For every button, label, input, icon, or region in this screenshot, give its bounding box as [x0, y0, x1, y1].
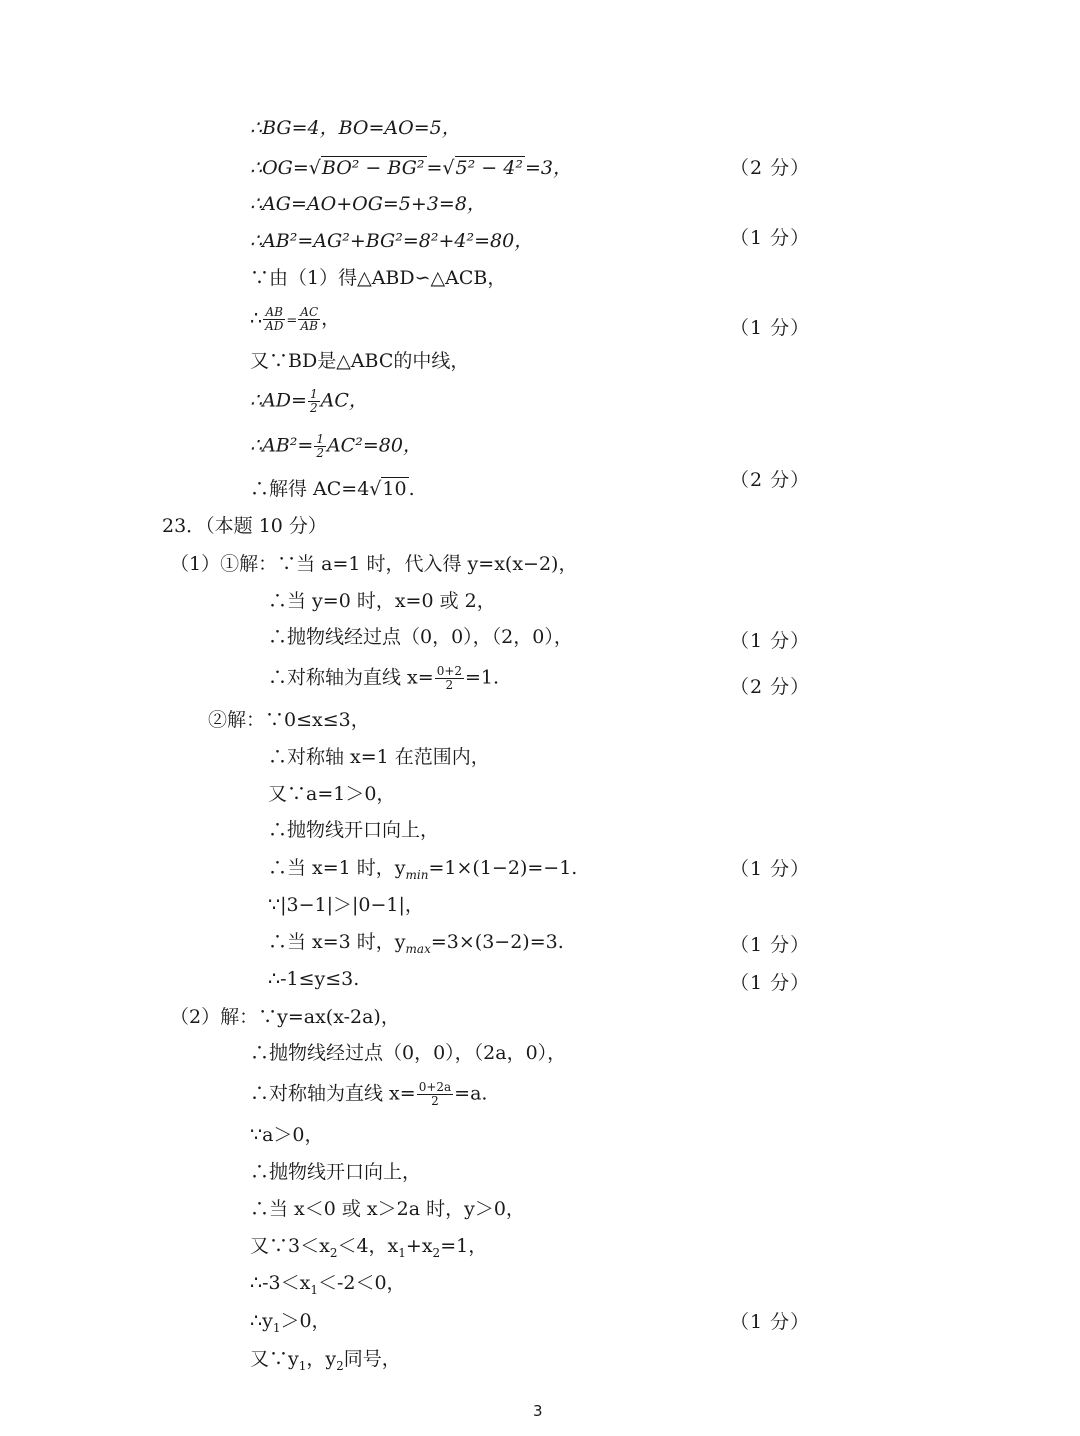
q23-part1-sub2-line2: ∴对称轴 x=1 在范围内， — [268, 746, 490, 768]
q23-part2-line3: ∴对称轴为直线 x= $\frac{0+2a}{2}$ =a. — [250, 1080, 488, 1108]
step-median: 又∵BD是△ABC的中线， — [250, 350, 470, 372]
score-label: （1 分） — [730, 972, 811, 994]
q23-part2-line4: ∵a＞0， — [250, 1124, 324, 1146]
score-label: （1 分） — [730, 630, 811, 652]
step-ag: ∴AG=AO+OG=5+3=8， — [250, 193, 486, 215]
q23-part1-sub2-line6: ∵|3−1|＞|0−1|， — [268, 894, 424, 916]
score-label: （1 分） — [730, 934, 811, 956]
step-ab-ac: ∴AB²= $\frac{1}{2}$ AC²=80， — [250, 432, 422, 460]
step-og: ∴OG=√BO² − BG² =√5² − 4² =3， — [250, 157, 572, 179]
step-bg-bo: ∴BG=4，BO=AO=5， — [250, 117, 461, 139]
question-23-heading: 23．（本题 10 分） — [162, 515, 327, 537]
step-ratio: ∴ $\frac{AB}{AD}$ = $\frac{AC}{AB}$ ， — [250, 305, 341, 333]
score-label: （1 分） — [730, 317, 811, 339]
q23-part1-sub2-line8: ∴-1≤y≤3. — [268, 968, 360, 990]
q23-part1-sub2-line1: ②解：∵0≤x≤3， — [208, 709, 370, 731]
q23-part1-sub1-line3: ∴抛物线经过点（0，0），（2，0）， — [268, 626, 573, 648]
step-ab-squared: ∴AB²=AG²+BG²=8²+4²=80， — [250, 230, 534, 252]
q23-part2-line7: 又$\because 3<x_2<4$，$x_1+x_2=1$， — [250, 1235, 488, 1260]
q23-part2-line6: ∴当 x＜0 或 x＞2a 时，y＞0， — [250, 1198, 525, 1220]
q23-part1-sub2-line5: ∴当 x=1 时，$y_{min}=1\times(1-2)=-1$. — [268, 857, 578, 882]
q23-part2-line2: ∴抛物线经过点（0，0），（2a，0）， — [250, 1042, 567, 1064]
step-ad-half: ∴AD= $\frac{1}{2}$ AC， — [250, 387, 368, 415]
q23-part1-sub1-line2: ∴当 y=0 时，x=0 或 2， — [268, 590, 496, 612]
score-label: （2 分） — [730, 469, 811, 491]
page-number: 3 — [533, 1402, 543, 1420]
score-label: （1 分） — [730, 858, 811, 880]
q23-part1-sub1-line1: （1）①解：∵当 a=1 时，代入得 y=x(x−2)， — [170, 553, 578, 575]
q23-part2-line10: 又$\because y_1$，$y_2$同号， — [250, 1348, 401, 1373]
q23-part1-sub2-line3: 又∵a=1＞0， — [268, 783, 396, 805]
q23-part1-sub2-line7: ∴当 x=3 时，$y_{max}=3\times(3-2)=3$. — [268, 931, 564, 956]
score-label: （2 分） — [730, 676, 811, 698]
step-similar-triangles: ∵由（1）得△ABD∽△ACB， — [250, 267, 507, 289]
q23-part2-line5: ∴抛物线开口向上， — [250, 1161, 422, 1183]
q23-part1-sub1-line4: ∴对称轴为直线 x= $\frac{0+2}{2}$ =1. — [268, 664, 500, 692]
score-label: （1 分） — [730, 227, 811, 249]
q23-part1-sub2-line4: ∴抛物线开口向上， — [268, 819, 440, 841]
q23-part2-line8: $\therefore-3<x_1<-2<0$， — [250, 1272, 406, 1297]
q23-part2-line1: （2）解：∵y=ax(x-2a)， — [170, 1006, 400, 1028]
q23-part2-line9: $\therefore y_1>0$， — [250, 1310, 331, 1335]
score-label: （1 分） — [730, 1311, 811, 1333]
score-label: （2 分） — [730, 157, 811, 179]
step-ac-result: ∴解得 AC=4√10 . — [250, 478, 415, 500]
